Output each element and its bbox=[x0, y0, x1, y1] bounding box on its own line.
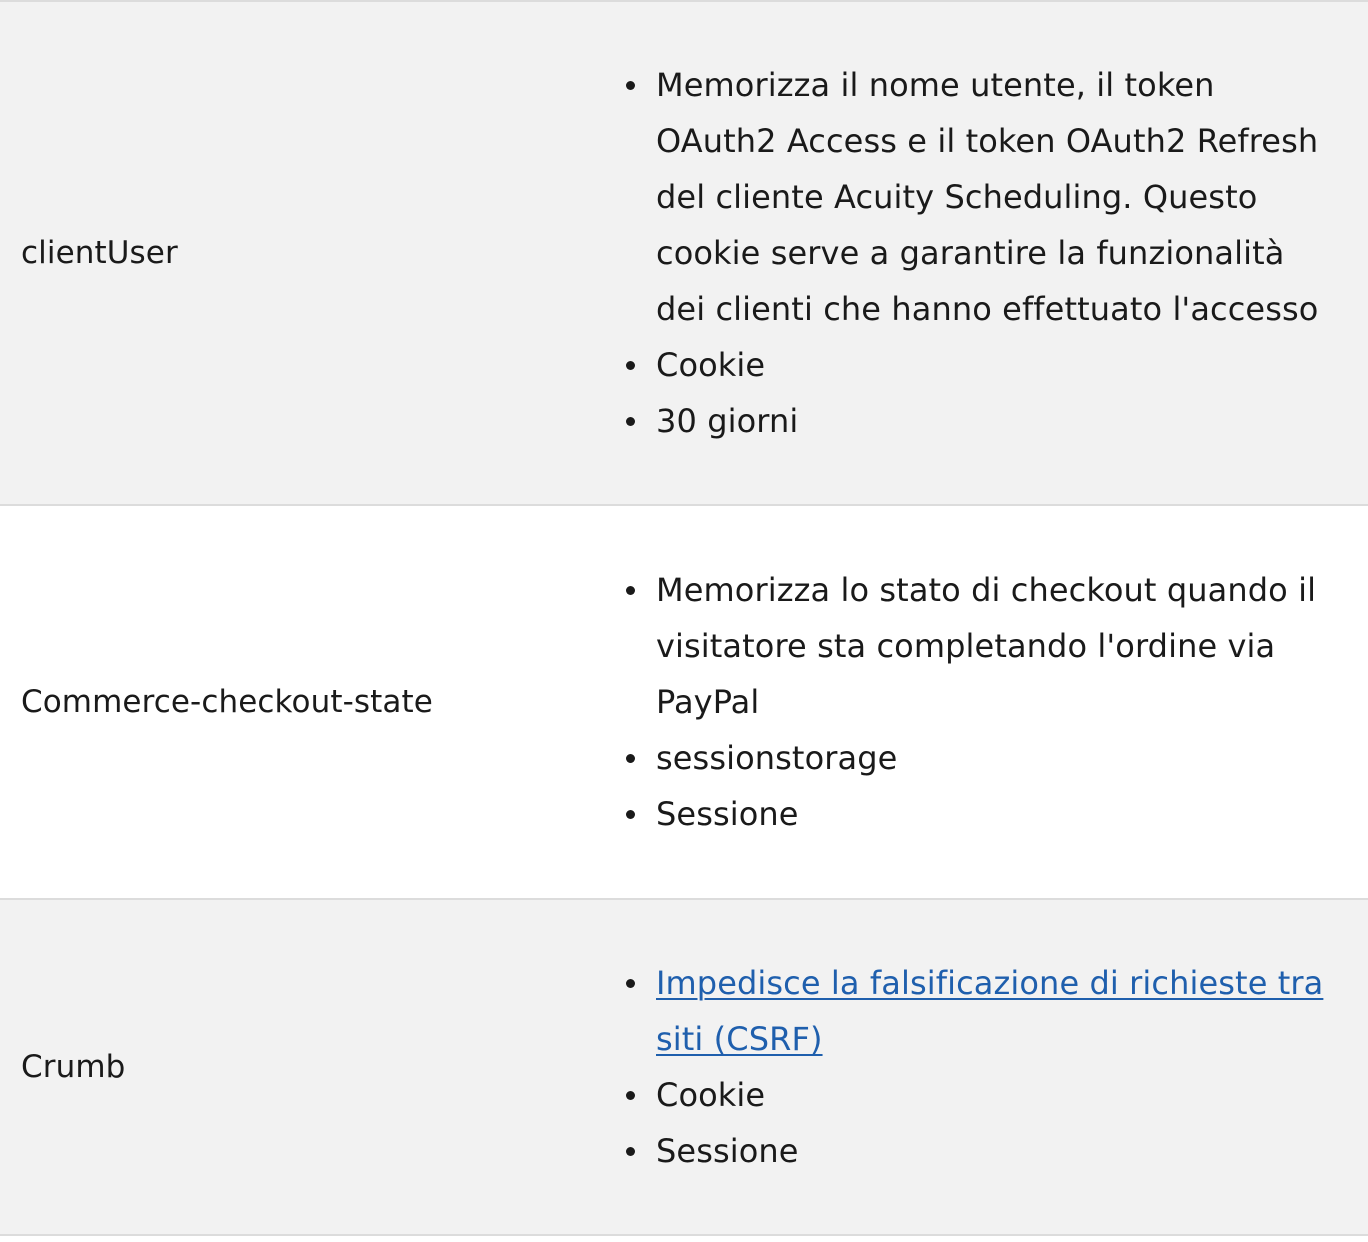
cookie-type-item bbox=[656, 730, 1328, 786]
bullet-icon bbox=[626, 810, 635, 819]
cookie-type: Cookie bbox=[656, 346, 766, 384]
cookie-name: Commerce-checkout-state bbox=[21, 684, 433, 720]
cookie-row-crumb bbox=[0, 899, 1368, 1235]
cookie-row-commerce-checkout-state bbox=[0, 505, 1368, 899]
cookie-duration: Sessione bbox=[656, 795, 799, 833]
cookie-duration-item bbox=[656, 1123, 1328, 1179]
cookie-type-item bbox=[656, 337, 1328, 393]
bullet-icon bbox=[626, 1147, 635, 1156]
cookie-type-item bbox=[656, 1067, 1328, 1123]
cookie-description-item bbox=[656, 57, 1328, 337]
cookie-duration: 30 giorni bbox=[656, 402, 799, 440]
bullet-icon bbox=[626, 81, 635, 90]
cookie-detail-list bbox=[609, 562, 1328, 842]
cookie-details bbox=[609, 1, 1368, 505]
bullet-icon bbox=[626, 586, 635, 595]
cookie-duration: Sessione bbox=[656, 1132, 799, 1170]
cookie-type: sessionstorage bbox=[656, 739, 898, 777]
cookie-detail-list bbox=[609, 955, 1328, 1179]
cookie-detail-list bbox=[609, 57, 1328, 449]
cookie-name: clientUser bbox=[21, 235, 178, 271]
cookie-duration-item bbox=[656, 786, 1328, 842]
cookie-description-item bbox=[656, 562, 1328, 730]
bullet-icon bbox=[626, 417, 635, 426]
bullet-icon bbox=[626, 361, 635, 370]
cookie-details bbox=[609, 505, 1368, 899]
cookie-description: Memorizza lo stato di checkout quando il visitatore sta completando l'ordine via PayPal bbox=[656, 571, 1317, 721]
cookie-type: Cookie bbox=[656, 1076, 766, 1114]
cookie-description-item bbox=[656, 955, 1328, 1067]
bullet-icon bbox=[626, 1091, 635, 1100]
csrf-link[interactable]: Impedisce la falsificazione di richieste tra siti (CSRF) bbox=[656, 964, 1324, 1058]
bullet-icon bbox=[626, 979, 635, 988]
bullet-icon bbox=[626, 754, 635, 763]
cookie-description: Memorizza il nome utente, il token OAuth2 Access e il token OAuth2 Refresh del cliente Acuity Scheduling. Questo cookie serve a garantire la funzionalità dei clienti che hanno effettuato l'accesso bbox=[656, 66, 1319, 328]
cookie-name: Crumb bbox=[21, 1049, 126, 1085]
cookie-details bbox=[609, 899, 1368, 1235]
cookie-row-clientuser bbox=[0, 1, 1368, 505]
cookie-duration-item bbox=[656, 393, 1328, 449]
